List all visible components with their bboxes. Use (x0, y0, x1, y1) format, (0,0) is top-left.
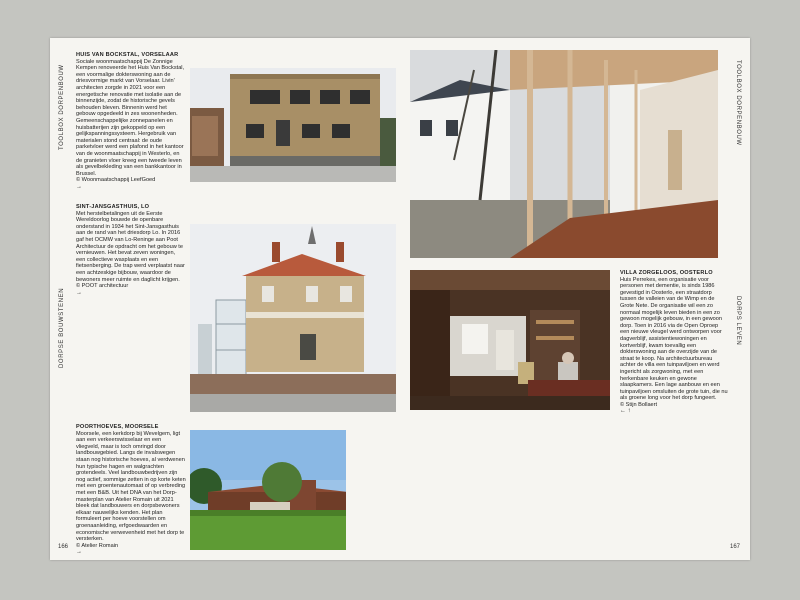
photo-credit: © Stijn Bollaert (620, 401, 658, 408)
article-body: Moorsele, een kerkdorp bij Wevelgem, ligt aan een verkeerswisselaar en een vliegveld, maar is toch omringd door landbouwgebied. Langs de invalswegen staan nog historische hoeves, al verdwenen hun typische hagen en walgrachten grotendeels. Veel landbouwbedrijven zijn nog actief, sommige zetten in op korte keten met een groentenautomaat of op verbreding met een B&B. Uit het DNA van het Dorp-masterplan van Atelier Romain uit 2021 bleek dat landbouwers en dorpsbewoners elkaar nauwelijks kenden. Het plan formuleert per hoeve voorstellen om groenaanleiding, erfgoedwaarden en economische verwevenheid met het dorp te versterken. (76, 430, 186, 543)
photo-villa-zorgeloos-interior (410, 270, 610, 410)
photo-huis-van-bockstal (190, 68, 396, 182)
photo-sint-jansgasthuis (190, 224, 396, 412)
article-body: Sociale woonmaatschappij De Zonnige Kempen renoveerde het Huis Van Bockstal, een voormalige dokterswoning aan de driesvormige markt van Vorselaar. Livin' architecten zorgde in 2021 voor een energetische renovatie met isolatie aan de binnenzijde, zodat de historische gevels behouden bleven. Binnenin werd het gebouw opgedeeld in zes woonenheden. Gemeenschappelijke zonnepanelen en huisbatterijen zijn gekoppeld op een gelijkspanningssysteem. Hergebruik van materialen stond centraal: de oude parketvloer werd een plafond in het kantoor van de woonmaatschappij in Westerlo, en de granieten vloer kreeg een tweede leven als gevelbekleding van een bankkantoor in Brussel. (76, 58, 185, 177)
article-body: Huis Perrekes, een organisatie voor personen met dementie, is sinds 1986 gevestigd in Oosterlo, een straatdorp tussen de valleien van de Wimp en de Grote Nete. De organisatie wil een zo normaal mogelijk leven bieden in een zo gewoon mogelijk gebouw, in een gewoon dorp. Toen in 2016 via de Open Oproep een nieuwe vleugel werd ontworpen voor dagverblijf, assistentiewoningen en kortverblijf, kwam toevallig een dokterswoning aan de overzijde van de straat te koop. Na architectuurbureau achter de villa een tuinpaviljoen en werd ingericht als zorgwoning, met een herkenbare keuken en gewone slaapkamers. Een lage aanbouw en een tuinpaviljoen omsluiten de grote tuin, die nu als groene long voor het dorp fungeert. (620, 276, 728, 402)
arrow-icon: → (76, 289, 82, 296)
page-number-right: 167 (730, 544, 741, 550)
article-title: HUIS VAN BOCKSTAL, VORSELAAR (76, 52, 179, 58)
magazine-spread (50, 38, 750, 560)
running-head-top-left: TOOLBOX DORPENBOUW (59, 64, 65, 150)
article-huis-van-bockstal (76, 52, 186, 190)
photo-villa-zorgeloos-corridor (410, 50, 718, 258)
arrow-icon: ← ↑ (620, 408, 631, 415)
article-poorthoeves (76, 424, 186, 556)
running-head-top-right: TOOLBOX DORPENBOUW (735, 60, 741, 146)
article-villa-zorgeloos (620, 270, 728, 415)
article-title: SINT-JANSGASTHUIS, LO (76, 204, 150, 210)
article-sint-jansgasthuis (76, 204, 186, 296)
arrow-icon: → (76, 183, 82, 190)
article-body: Met herstelbetalingen uit de Eerste Wereldoorlog bouwde de openbare onderstand in 1934 het Sint-Jansgasthuis aan de rand van het driesdorp Lo. In 2016 gaf het OCMW van Lo-Reninge aan Poot Architectuur de opdracht om het gebouw te vernieuwen. Het bevat zeven woningen, een collectieve wasplaats en een fietsenberging. De trap werd verplaatst naar een achtzeskige bijbouw, waardoor de bewoners meer ruimte en daglicht krijgen. (76, 210, 185, 283)
running-head-bottom-left: DORPSE BOUWSTENEN (59, 287, 65, 368)
article-title: POORTHOEVES, MOORSELE (76, 424, 159, 430)
article-title: VILLA ZORGELOOS, OOSTERLO (620, 270, 713, 276)
photo-poorthoeves (190, 430, 346, 550)
photo-credit: © POOT architectuur (76, 283, 129, 290)
page-number-left: 166 (58, 544, 69, 550)
arrow-icon: → (76, 549, 82, 556)
running-head-bottom-right: DORPS LEVEN (735, 296, 741, 346)
photo-credit: © Woonmaatschappij LeefGoed (76, 177, 156, 184)
photo-credit: © Atelier Romain (76, 542, 119, 549)
